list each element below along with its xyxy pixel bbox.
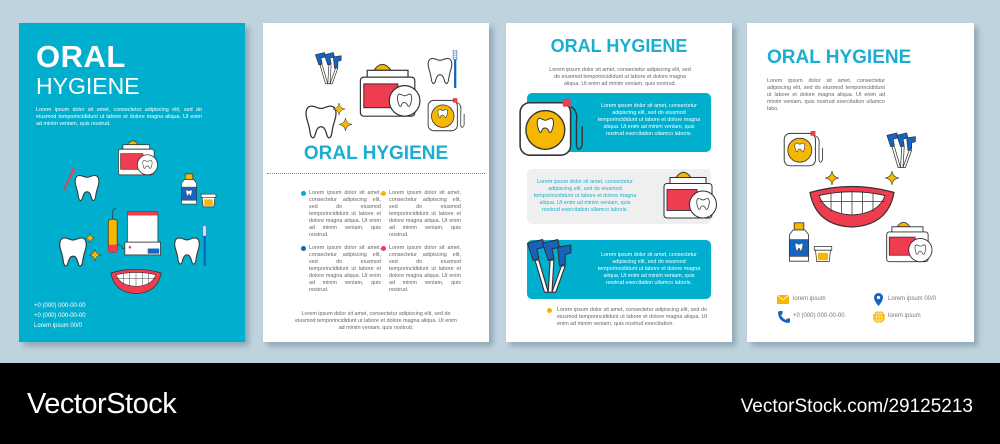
email-text: lorem ipsum [793, 296, 826, 302]
tooth-icon [74, 173, 100, 203]
bullet-dot-yellow [381, 191, 386, 196]
email-icon [777, 295, 789, 304]
mouthwash-bottle-icon [177, 173, 201, 205]
dental-floss-icon [427, 95, 472, 135]
feature-box-floss: Lorem ipsum dolor sit amet, consectetur adipiscing elit, sed do eiusmod temporincididunt ut labore et dolore magna aliqua. Ut enim ad minim veniam, quis nostrud exercitation ullamco laboris. [527, 93, 711, 152]
shiny-tooth-icon [59, 235, 87, 269]
footer-text: Lorem ipsum dolor sit amet, consectetur adipiscing elit, sed do eiusmod temporincididunt ut labore et dolore magna aliqua. Ut enim ad minim veniam, quis nostrud exercitation. [557, 307, 707, 327]
toothpaste-jar-icon [357, 60, 425, 118]
sparkle-icon [339, 118, 352, 131]
sparkle-icon [89, 249, 101, 261]
intro-text: Lorem ipsum dolor sit amet, consectetur adipiscing elit, sed do eiusmod temporincididunt ut labore et dolore magna aliqua. Ut enim ad minim veniam, quis nostrud. [549, 67, 691, 87]
watermark-band [0, 363, 1000, 444]
toothpaste-jar-icon [884, 219, 936, 263]
footer-text: Lorem ipsum dolor sit amet, consectetur adipiscing elit, sed do eiusmod temporincididunt ut labore et dolore magna aliqua. Ut enim ad minim veniam, quis nostrud. [295, 311, 457, 331]
smile-icon [109, 266, 163, 296]
water-flosser-icon [107, 206, 163, 258]
page-title: ORAL HYGIENE [767, 47, 912, 68]
cover-title-line2: HYGIENE [36, 73, 140, 99]
sparkle-icon [333, 103, 345, 115]
toothpaste-jar-icon [661, 168, 721, 220]
phone-number: +0 (000) 000-00-00 [34, 313, 86, 319]
bullet-item: Lorem ipsum dolor sit amet, consectetur adipiscing elit, sed do eiusmod temporincididunt ut labore et dolore magna aliqua. Ut enim ad minim veniam, quis nostrud. [309, 190, 381, 239]
intro-text: Lorem ipsum dolor sit amet, consectetur adipiscing elit, sed do eiusmod temporincididunt ut labore et dolore magna aliqua. Ut enim ad minim veniam, quis nostrud exercitation ullamco labo. [767, 78, 885, 112]
brochure-page-2 [263, 23, 489, 342]
globe-icon [873, 311, 885, 323]
bullet-dot-cyan [301, 191, 306, 196]
mouthwash-bottle-icon [787, 221, 811, 263]
location-pin-icon [874, 293, 883, 306]
dental-floss-icon [518, 95, 596, 161]
bullet-item: Lorem ipsum dolor sit amet, consectetur adipiscing elit, sed do eiusmod temporincididunt ut labore et dolore magna aliqua. Ut enim ad minim veniam, quis nostrud. [389, 245, 461, 294]
address-text: Lorem ipsum 00/0 [34, 323, 83, 329]
page-title: ORAL HYGIENE [303, 143, 449, 164]
address-text: Lorem ipsum 00/0 [888, 296, 937, 302]
cover-intro-text: Lorem ipsum dolor sit amet, consectetur adipiscing elit, sed do eiusmod temporincididunt ut labore et dolore magna aliqua. Ut enim ad minim veniam, quis nostrud. [36, 107, 202, 127]
tooth-with-toothbrush-icon [174, 235, 200, 267]
bullet-dot-yellow [547, 308, 552, 313]
brochure-page-3 [506, 23, 732, 342]
toothbrush-icon [199, 226, 210, 266]
bullet-dot-blue [301, 246, 306, 251]
cover-title-line1: ORAL [36, 39, 126, 74]
bullet-item: Lorem ipsum dolor sit amet, consectetur adipiscing elit, sed do eiusmod temporincididunt ut labore et dolore magna aliqua. Ut enim ad minim veniam, quis nostrud. [309, 245, 381, 294]
feature-box-floss-picks: Lorem ipsum dolor sit amet, consectetur adipiscing elit, sed do eiusmod temporincididunt ut labore et dolore magna aliqua. Ut enim ad minim veniam, quis nostrud exercitation ullamco laboris. [527, 240, 711, 299]
floss-picks-icon [882, 128, 924, 170]
toothpaste-jar-icon [116, 138, 161, 176]
cover-contacts [34, 301, 86, 331]
image-reference: VectorStock.com/29125213 [740, 396, 973, 417]
bullet-item: Lorem ipsum dolor sit amet, consectetur adipiscing elit, sed do eiusmod temporincididunt ut labore et dolore magna aliqua. Ut enim ad minim veniam, quis nostrud. [389, 190, 461, 239]
page-title: ORAL HYGIENE [550, 36, 688, 56]
cup-icon [200, 193, 217, 208]
feature-box-toothpaste: Lorem ipsum dolor sit amet, consectetur adipiscing elit, sed do eiusmod temporincididunt ut labore et dolore magna aliqua. Ut enim ad minim veniam, quis nostrud exercitation ullamco laboris. [527, 169, 711, 224]
dotted-divider [267, 173, 485, 174]
website-text: lorem ipsum [888, 313, 921, 319]
cup-icon [813, 245, 833, 263]
phone-icon [778, 311, 790, 323]
brochure-page-4 [747, 23, 974, 342]
bullet-dot-red [381, 246, 386, 251]
floss-picks-icon [520, 231, 584, 297]
floss-picks-icon [311, 48, 349, 86]
phone-text: +0 (000) 000-00-00 [793, 313, 845, 319]
brochure-cover-page [19, 23, 245, 342]
dental-floss-icon [783, 128, 831, 170]
vectorstock-logo: VectorStock [27, 388, 177, 420]
toothbrush-icon [450, 50, 460, 88]
sparkle-icon [85, 233, 95, 243]
phone-number: +0 (000) 000-00-00 [34, 303, 86, 309]
